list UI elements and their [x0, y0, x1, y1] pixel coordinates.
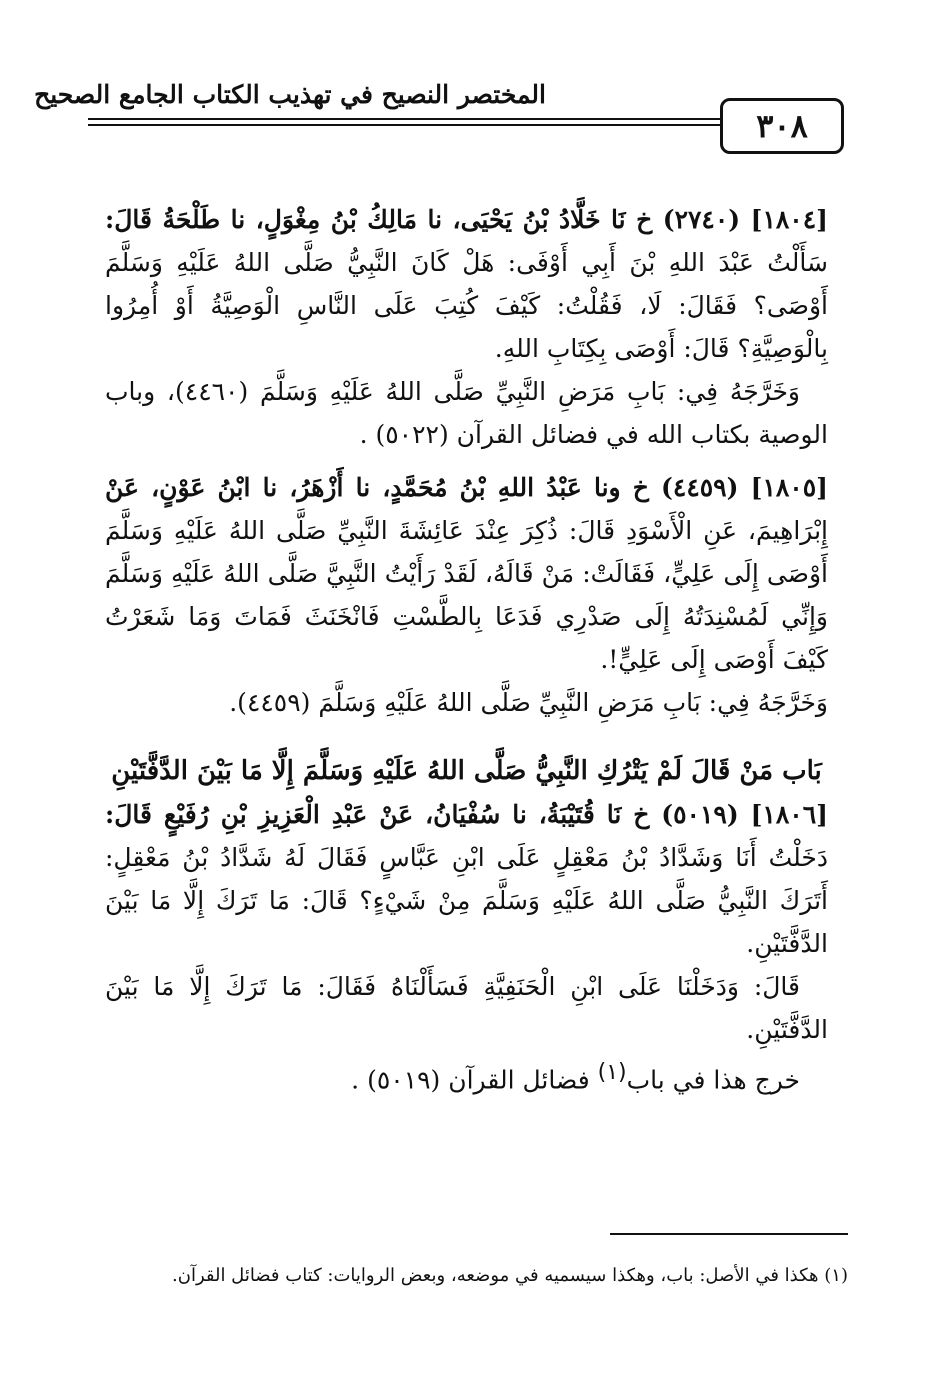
hadith-1806	[105, 793, 828, 965]
takhrij-1805	[105, 681, 828, 724]
hadith-line: دَخَلْتُ أَنَا وَشَدَّادُ بْنُ مَعْقِلٍ عَلَى ابْنِ عَبَّاسٍ فَقَالَ لَهُ شَدَّادُ بْنُ مَعْقِلٍ: أَتَرَكَ النَّبِيُّ	[105, 843, 828, 915]
hadith-line: قَالَ: وَدَخَلْنَا عَلَى ابْنِ الْحَنَفِيَّةِ فَسَأَلْنَاهُ فَقَالَ: مَا تَرَكَ إِلَّا مَا بَيْنَ الدَّفَّتَيْنِ.	[105, 972, 828, 1044]
hadith-line: عَلِيٍّ، فَقَالَتْ: مَنْ قَالَهُ، لَقَدْ رَأَيْتُ النَّبِيَّ صَلَّى اللهُ عَلَيْهِ وَسَلَّمَ وَإِنِّي لَمُسْنِدَتُهُ إِلَى	[105, 559, 829, 631]
hadith-line: صَلَّى اللهُ عَلَيْهِ وَسَلَّمَ مِنْ شَيْءٍ؟ قَالَ: مَا تَرَكَ إِلَّا مَا بَيْنَ الدَّفَّتَيْنِ.	[105, 886, 828, 958]
footnote-marker[interactable]: (١)	[597, 1060, 627, 1085]
takhrij-line: وَخَرَّجَهُ فِي: بَابِ مَرَضِ النَّبِيِّ صَلَّى اللهُ عَلَيْهِ وَسَلَّمَ (٤٤٥٩).	[229, 688, 828, 717]
header-rule	[88, 118, 748, 120]
hadith-1806-continuation	[105, 965, 828, 1051]
hadith-line: إِبْرَاهِيمَ، عَنِ الْأَسْوَدِ قَالَ: ذُكِرَ عِنْدَ عَائِشَةَ النَّبِيِّ صَلَّى اللهُ عَلَيْهِ وَسَلَّمَ أَوْصَى إِلَى	[105, 516, 828, 588]
footnote: (١) هكذا في الأصل: باب، وهكذا سيسميه في موضعه، وبعض الروايات: كتاب فضائل القرآن.	[172, 1265, 848, 1286]
hadith-line: فَقُلْتُ: كَيْفَ كُتِبَ عَلَى النَّاسِ الْوَصِيَّةُ أَوْ أُمِرُوا بِالْوَصِيَّةِ؟ قَالَ: أَوْصَى بِكِتَابِ اللهِ.	[105, 291, 828, 363]
footnote-divider	[610, 1233, 848, 1235]
running-title: المختصر النصيح في تهذيب الكتاب الجامع الصحيح	[34, 80, 546, 109]
takhrij-line: الوصية بكتاب الله في فضائل القرآن (٥٠٢٢) .	[359, 420, 828, 449]
hadith-line: [١٨٠٥] (٤٤٥٩) خ ونا عَبْدُ اللهِ بْنُ مُحَمَّدٍ، نا أَزْهَرُ، نا ابْنُ عَوْنٍ، عَنْ	[105, 473, 828, 502]
takhrij-1806	[105, 1051, 828, 1101]
header-rule	[88, 124, 748, 126]
hadith-line: صَدْرِي فَدَعَا بِالطَّسْتِ فَانْخَنَثَ فَمَاتَ وَمَا شَعَرْتُ كَيْفَ أَوْصَى إِلَى عَلِيٍّ!.	[105, 602, 828, 674]
hadith-1804	[105, 198, 828, 370]
section-heading: بَاب مَنْ قَالَ لَمْ يَتْرُكِ النَّبِيُّ صَلَّى اللهُ عَلَيْهِ وَسَلَّمَ إِلَّا مَا بَيْنَ الدَّفَّتَيْنِ	[111, 756, 822, 786]
hadith-line: [١٨٠٦] (٥٠١٩) خ نَا قُتَيْبَةُ، نا سُفْيَانُ، عَنْ عَبْدِ الْعَزِيزِ بْنِ رُفَيْعٍ قَالَ:	[105, 800, 828, 829]
takhrij-text: خرج هذا في باب	[626, 1065, 800, 1095]
takhrij-1804	[105, 370, 828, 456]
main-text	[105, 198, 828, 1101]
hadith-line: سَأَلْتُ عَبْدَ اللهِ بْنَ أَبِي أَوْفَى: هَلْ كَانَ النَّبِيُّ صَلَّى اللهُ عَلَيْهِ وَسَلَّمَ أَوْصَى؟ فَقَالَ: لَا،	[105, 248, 828, 320]
takhrij-line: وَخَرَّجَهُ فِي: بَابِ مَرَضِ النَّبِيِّ صَلَّى اللهُ عَلَيْهِ وَسَلَّمَ (٤٤٦٠)، وباب	[105, 377, 801, 406]
hadith-1805	[105, 466, 828, 681]
hadith-line: [١٨٠٤] (٢٧٤٠) خ نَا خَلَّادُ بْنُ يَحْيَى، نا مَالِكُ بْنُ مِغْوَلٍ، نا طَلْحَةُ قَالَ:	[105, 205, 828, 234]
takhrij-text: فضائل القرآن (٥٠١٩) .	[351, 1065, 598, 1095]
page-number: ٣٠٨	[720, 98, 844, 154]
